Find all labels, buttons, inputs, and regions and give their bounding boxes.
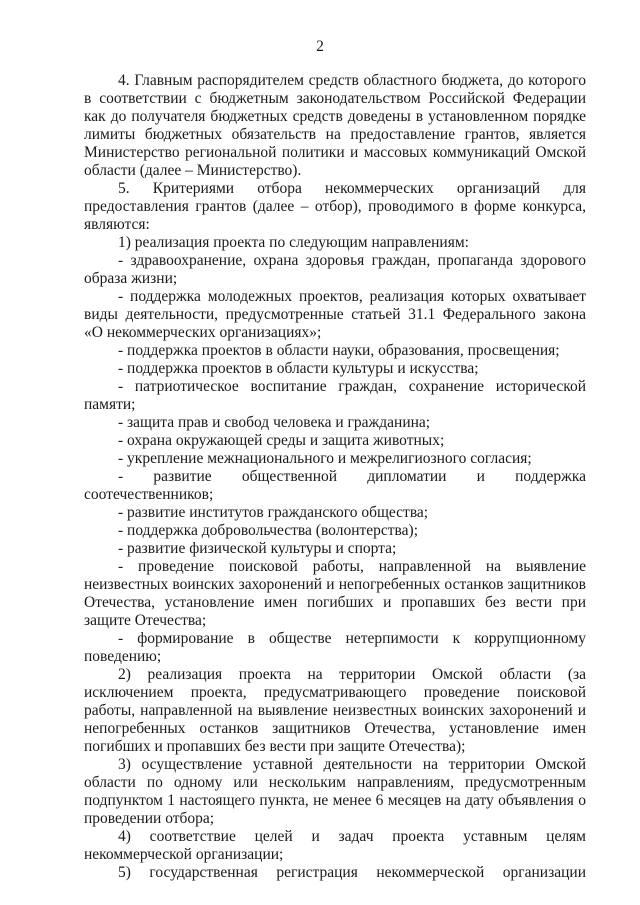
paragraph-item-4: 4. Главным распорядителем средств областного бюджета, до которого в соответствии с бюджетным законодательством Российской Федерации как до получателя бюджетных средств доведены в установленном порядке лимиты бюджетных обязательств на предоставление грантов, является Министерство региональной политики и массовых коммуникаций Омской области (далее – Министерство). — [84, 72, 586, 179]
list-item: - здравоохранение, охрана здоровья граждан, пропаганда здорового образа жизни; — [84, 252, 586, 287]
list-item: - защита прав и свобод человека и гражданина; — [118, 414, 431, 431]
list-item: - формирование в обществе нетерпимости к коррупционному поведению; — [84, 630, 586, 665]
document-body — [84, 72, 586, 882]
list-item: - поддержка проектов в области культуры и искусства; — [118, 360, 479, 377]
subitem-3: 3) осуществление уставной деятельности на территории Омской области по одному или нескольким направлениям, предусмотренным подпунктом 1 настоящего пункта, не менее 6 месяцев на дату объявления о проведении отбора; — [84, 756, 586, 827]
list-item: - развитие физической культуры и спорта; — [118, 540, 397, 557]
list-item: - развитие институтов гражданского общества; — [118, 504, 429, 521]
list-item: - поддержка проектов в области науки, образования, просвещения; — [118, 342, 560, 359]
list-item: - патриотическое воспитание граждан, сохранение исторической памяти; — [84, 378, 586, 413]
paragraph-item-5: 5. Критериями отбора некоммерческих организаций для предоставления грантов (далее – отбор), проводимого в форме конкурса, являются: — [84, 180, 586, 233]
list-item: - поддержка добровольчества (волонтерства); — [118, 522, 419, 539]
list-item: - охрана окружающей среды и защита животных; — [118, 432, 445, 449]
list-item: - укрепление межнационального и межрелигиозного согласия; — [118, 450, 532, 467]
subitem-2: 2) реализация проекта на территории Омской области (за исключением проекта, предусматривающего проведение поисковой работы, направленной на выявление неизвестных воинских захоронений и непогребенных останков защитников Отечества, установление имен погибших и пропавших без вести при защите Отечества); — [84, 666, 586, 755]
subitem-5: 5) государственная регистрация некоммерческой организации — [118, 864, 586, 881]
list-item: - поддержка молодежных проектов, реализация которых охватывает виды деятельности, предусмотренные статьей 31.1 Федерального закона «О некоммерческих организациях»; — [84, 288, 586, 341]
page-number: 2 — [316, 38, 324, 55]
list-item: - развитие общественной дипломатии и поддержка соотечественников; — [84, 468, 586, 503]
subitem-1: 1) реализация проекта по следующим направлениям: — [118, 234, 469, 251]
list-item: - проведение поисковой работы, направленной на выявление неизвестных воинских захоронений и непогребенных останков защитников Отечества, установление имен погибших и пропавших без вести при защите Отечества; — [84, 558, 586, 629]
subitem-4: 4) соответствие целей и задач проекта уставным целям некоммерческой организации; — [84, 828, 586, 863]
